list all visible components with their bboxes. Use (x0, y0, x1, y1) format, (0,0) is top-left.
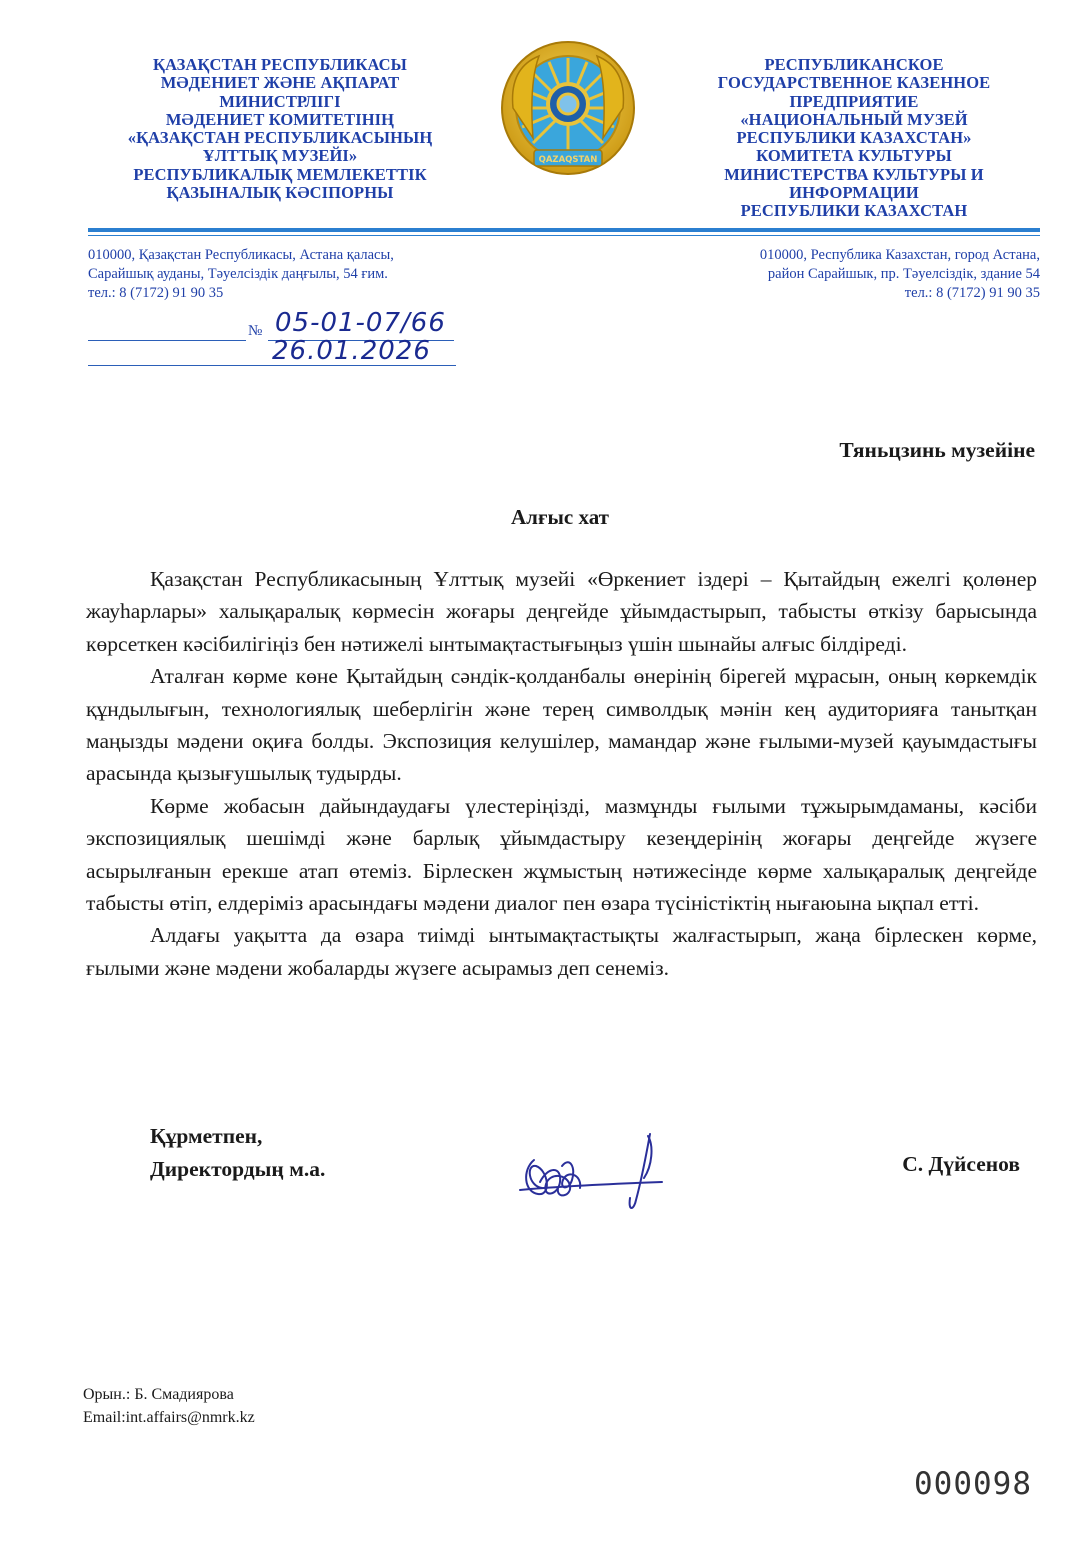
header-kz (90, 56, 470, 202)
header-rule-thin (88, 235, 1040, 236)
body-paragraph: Алдағы уақытта да өзара тиімді ынтымақтастықты жалғастырып, жаңа бірлескен көрме, ғылыми және мәдени жобаларды жүзеге асырамыз деп сенеміз. (86, 923, 1037, 980)
address-ru (690, 246, 1040, 303)
registration-number: 05-01-07/66 (275, 308, 446, 338)
header-kz-line: РЕСПУБЛИКАЛЫҚ МЕМЛЕКЕТТІК (133, 164, 427, 184)
header-kz-line: МӘДЕНИЕТ ЖӘНЕ АҚПАРАТ (160, 73, 400, 93)
header-ru-line: ГОСУДАРСТВЕННОЕ КАЗЕННОЕ (717, 73, 991, 93)
header-ru-line: РЕСПУБЛИКАНСКОЕ (764, 55, 944, 74)
letter-title: Алғыс хат (511, 505, 609, 529)
header-ru-line: КОМИТЕТА КУЛЬТУРЫ (756, 146, 952, 166)
body-paragraph: Көрме жобасын дайындаудағы үлестеріңізді, мазмұнды ғылыми тұжырымдаманы, кәсіби экспозициялық шешімді және барлық ұйымдастыру кезеңдерінің жоғары деңгейде жүзеге асырылғанын ерекше атап өтеміз. Бірлескен жұмыстың нәтижесінде көрме халықаралық деңгейде табысты өтіп, елдеріміз арасындағы мәдени диалог пен өзара түсіністіктің нығаюына ықпал етті. (86, 793, 1037, 916)
address-ru-line: тел.: 8 (7172) 91 90 35 (904, 285, 1040, 301)
header-kz-line: МӘДЕНИЕТ КОМИТЕТІНІҢ (165, 109, 395, 129)
header-kz-line: ҚАЗАҚСТАН РЕСПУБЛИКАСЫ (153, 55, 407, 74)
address-kz-line: Сарайшық ауданы, Тәуелсіздік даңғылы, 54 ғим. (88, 266, 388, 282)
header-kz-line: ҚАЗЫНАЛЫҚ КӘСІПОРНЫ (166, 183, 394, 203)
address-kz-line: 010000, Қазақстан Республикасы, Астана қаласы, (88, 247, 394, 263)
header-ru-line: РЕСПУБЛИКИ КАЗАХСТАН (740, 201, 968, 221)
body-paragraph: Аталған көрме көне Қытайдың сәндік-қолданбалы өнерінің бірегей мұрасын, оның көркемдік құндылығын, технологиялық шеберлігін және терең символдық мәнін кең аудиторияға танытқан маңызды мәдени оқиға болды. Экспозиция келушілер, мамандар және ғылыми-музей қауымдастығы арасында қызығушылық тудырды. (86, 664, 1037, 786)
header-ru-line: МИНИСТЕРСТВА КУЛЬТУРЫ И (724, 164, 984, 184)
registration-blank-line (88, 340, 246, 341)
header-kz-line: «ҚАЗАҚСТАН РЕСПУБЛИКАСЫНЫҢ (127, 128, 433, 148)
closing-block (150, 1120, 325, 1186)
registration-number-mark: № (248, 323, 263, 339)
header-ru-line: РЕСПУБЛИКИ КАЗАХСТАН» (736, 128, 972, 148)
header-rule-thick (88, 228, 1040, 232)
header-kz-line: МИНИСТРЛІГІ (219, 91, 341, 111)
footer (83, 1383, 255, 1429)
header-ru-line: ИНФОРМАЦИИ (789, 183, 919, 203)
serial-number: 000098 (914, 1466, 1032, 1502)
header-ru-line: «НАЦИОНАЛЬНЫЙ МУЗЕЙ (740, 109, 968, 129)
registration-date: 26.01.2026 (272, 336, 431, 366)
signer-name: С. Дүйсенов (902, 1152, 1020, 1176)
state-emblem (499, 38, 637, 178)
svg-text:QAZAQSTAN: QAZAQSTAN (538, 155, 598, 165)
executor: Орын.: Б. Смадиярова (83, 1386, 234, 1403)
closing-position: Директордың м.а. (150, 1157, 326, 1181)
address-ru-line: 010000, Республика Казахстан, город Астана, (759, 247, 1040, 263)
handwritten-signature (512, 1126, 672, 1222)
closing-regards: Құрметпен, (150, 1124, 263, 1148)
address-ru-line: район Сарайшык, пр. Тәуелсіздік, здание 54 (767, 266, 1040, 282)
header-ru-line: ПРЕДПРИЯТИЕ (789, 91, 919, 111)
header-ru (680, 56, 1028, 221)
contact-email: Email:int.affairs@nmrk.kz (83, 1409, 255, 1426)
address-kz-line: тел.: 8 (7172) 91 90 35 (88, 285, 224, 301)
address-kz (88, 246, 468, 303)
letter-body (86, 563, 1037, 984)
header-kz-line: ҰЛТТЫҚ МУЗЕЙІ» (202, 146, 358, 166)
body-paragraph: Қазақстан Республикасының Ұлттық музейі «Өркениет іздері – Қытайдың ежелгі қолөнер жауһарлары» халықаралық көрмесін жоғары деңгейде ұйымдастырып, табысты өткізу барысында көрсеткен кәсібилігіңіз бен нәтижелі ынтымақтастығыңыз үшін шынайы алғыс білдіреді. (86, 567, 1037, 656)
addressee: Тяньцзинь музейіне (839, 438, 1035, 462)
